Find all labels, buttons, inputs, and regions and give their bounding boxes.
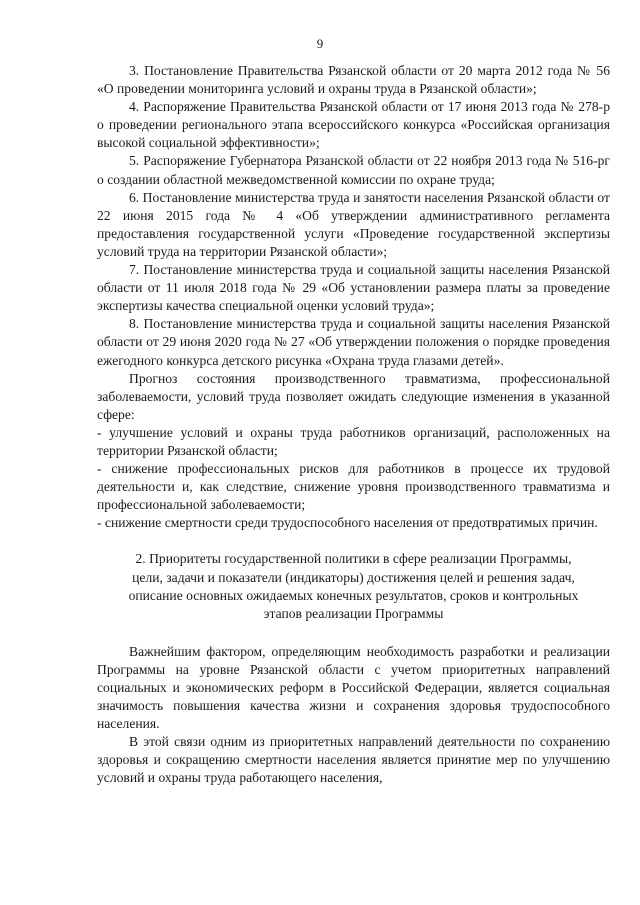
list-item: - улучшение условий и охраны труда работников организаций, расположенных на территории Рязанской области;: [97, 424, 610, 458]
section-heading: [97, 550, 610, 622]
paragraph-key-factor: Важнейшим фактором, определяющим необходимость разработки и реализации Программы на уровне Рязанской области с учетом приоритетных направлений социальных и экономических реформ в Российской Федерации, является социальная значимость повышения качества жизни и сохранения здоровья трудоспособного населения.: [97, 643, 610, 732]
paragraph-item-8: 8. Постановление министерства труда и социальной защиты населения Рязанской области от 29 июня 2020 года № 27 «Об утверждении положения о порядке проведения ежегодного конкурса детского рисунка «Охрана труда глазами детей».: [97, 316, 610, 368]
paragraph-item-4: 4. Распоряжение Правительства Рязанской области от 17 июня 2013 года № 278-р о проведении регионального этапа всероссийского конкурса «Российская организация высокой социальной эффективности»;: [97, 99, 610, 151]
section-heading-line: описание основных ожидаемых конечных результатов, сроков и контрольных: [128, 587, 579, 603]
paragraph-item-7: 7. Постановление министерства труда и социальной защиты населения Рязанской области от 11 июля 2018 года № 29 «Об установлении размера платы за проведение экспертизы качества специальной оценки условий труда»;: [97, 262, 610, 314]
paragraph-item-5: 5. Распоряжение Губернатора Рязанской области от 22 ноября 2013 года № 516-рг о создании областной межведомственной комиссии по охране труда;: [97, 153, 610, 187]
section-heading-line: 2. Приоритеты государственной политики в сфере реализации Программы,: [135, 551, 572, 567]
paragraph-priority: В этой связи одним из приоритетных направлений деятельности по сохранению здоровья и сокращению смертности населения является принятие мер по улучшению условий и охраны труда работающего населения,: [97, 734, 610, 786]
document-body: [97, 62, 610, 788]
list-item: - снижение смертности среди трудоспособного населения от предотвратимых причин.: [97, 515, 598, 531]
paragraph-item-3: 3. Постановление Правительства Рязанской области от 20 марта 2012 года № 56 «О проведении мониторинга условий и охраны труда в Рязанской области»;: [97, 63, 610, 97]
paragraph-forecast: Прогноз состояния производственного травматизма, профессиональной заболеваемости, условий труда позволяет ожидать следующие изменения в указанной сфере:: [97, 370, 610, 422]
section-heading-line: этапов реализации Программы: [263, 605, 444, 621]
section-heading-line: цели, задачи и показатели (индикаторы) достижения целей и решения задач,: [132, 569, 575, 585]
list-item: - снижение профессиональных рисков для работников в процессе их трудовой деятельности и, как следствие, снижение уровня производственного травматизма и профессиональной заболеваемости;: [97, 461, 610, 513]
page-number: 9: [316, 36, 324, 51]
paragraph-item-6: 6. Постановление министерства труда и занятости населения Рязанской области от 22 июня 2015 года № 4 «Об утверждении административного регламента предоставления государственной услуги «Проведение государственной экспертизы условий труда на территории Рязанской области»;: [97, 189, 610, 259]
